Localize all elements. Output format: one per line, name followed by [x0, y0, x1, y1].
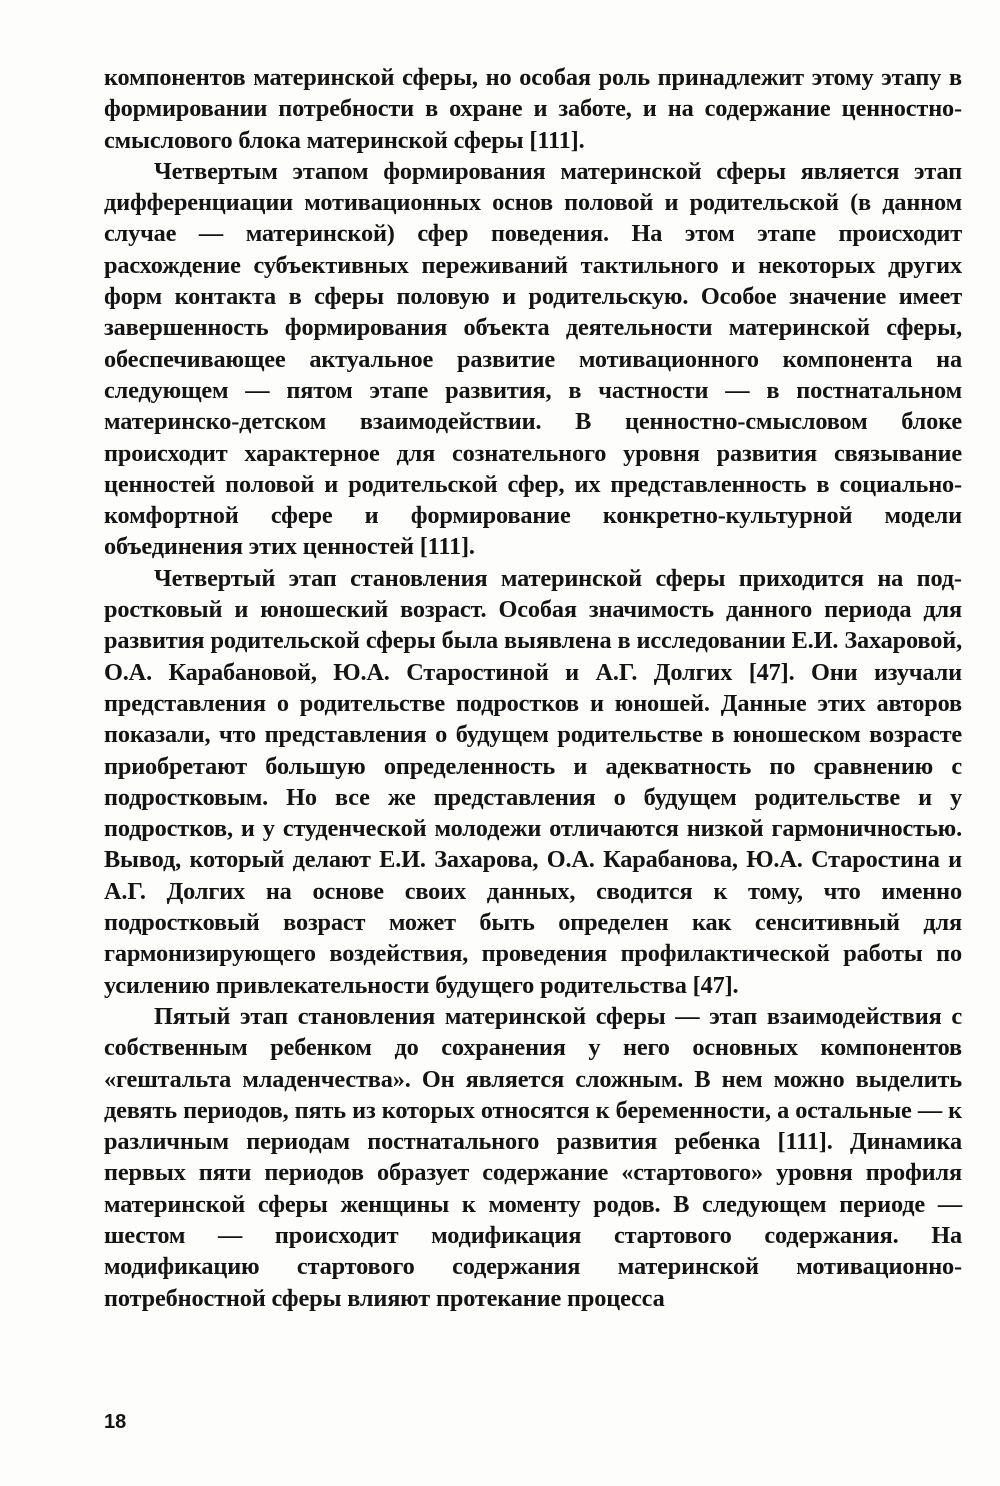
- paragraph-fifth-stage: Пятый этап становления материнской сферы — этап взаимодействия с собственным ребенком до сохранения у него основных компонентов «гештальта младенчества». Он является сложным. В нем можно выделить девять периодов, пять из которых относятся к беременности, а остальные — к различным периодам постнатального развития ребенка [111]. Динамика первых пяти периодов образует содержание «стартового» уровня профиля материнской сферы женщины к моменту родов. В следующем периоде — шестом — происходит модификация стартового содержания. На модификацию стартового содержания материнской мотивационно-потребностной сферы влияют протекание процесса: [104, 1002, 962, 1312]
- page-number: 18: [104, 1411, 127, 1433]
- paragraph-fourth-stage-differentiation: Четвертым этапом формирования материнской сферы является этап дифференциации мотивационных основ половой и родительской (в данном случае — материнской) сфер поведения. На этом этапе происходит расхождение субъективных переживаний тактильного и некоторых других форм контакта в сферы половую и родительскую. Особое значение имеет завершенность формирования объекта деятельности материнской сферы, обеспечивающее актуальное развитие мотивационного компонента на следующем — пятом этапе развития, в частности — в постнатальном материнско-детском взаимодействии. В ценностно-смысловом блоке происходит характерное для сознательного уровня развития связывание ценностей половой и родительской сфер, их представленность в социально-комфортной сфере и формирование конкретно-культурной модели объединения этих ценностей [111].: [104, 157, 962, 561]
- paragraph-continued: компонентов материнской сферы, но особая роль принадлежит этому этапу в формировании потребности в охране и заботе, и на содержание ценностно-смыслового блока материнской сферы [111].: [104, 64, 962, 154]
- paragraph-fourth-stage-adolescence: Четвертый этап становления материнской сферы приходится на подростковый и юношеский возраст. Особая значимость данного периода для развития родительской сферы была выявлена в исследовании Е.И. Захаровой, О.А. Карабановой, Ю.А. Старостиной и А.Г. Долгих [47]. Они изучали представления о родительстве подростков и юношей. Данные этих авторов показали, что представления о будущем родительстве в юношеском возрасте приобретают большую определенность и адекватность по сравнению с подростковым. Но все же представления о будущем родительстве и у подростков, и у студенческой молодежи отличаются низкой гармоничностью. Вывод, который делают Е.И. Захарова, О.А. Карабанова, Ю.А. Старостина и А.Г. Долгих на основе своих данных, сводится к тому, что именно подростковый возраст может быть определен как сенситивный для гармонизирующего воздействия, проведения профилактической работы по усилению привлекательности будущего родительства [47].: [104, 564, 962, 999]
- body-text: [104, 62, 962, 1314]
